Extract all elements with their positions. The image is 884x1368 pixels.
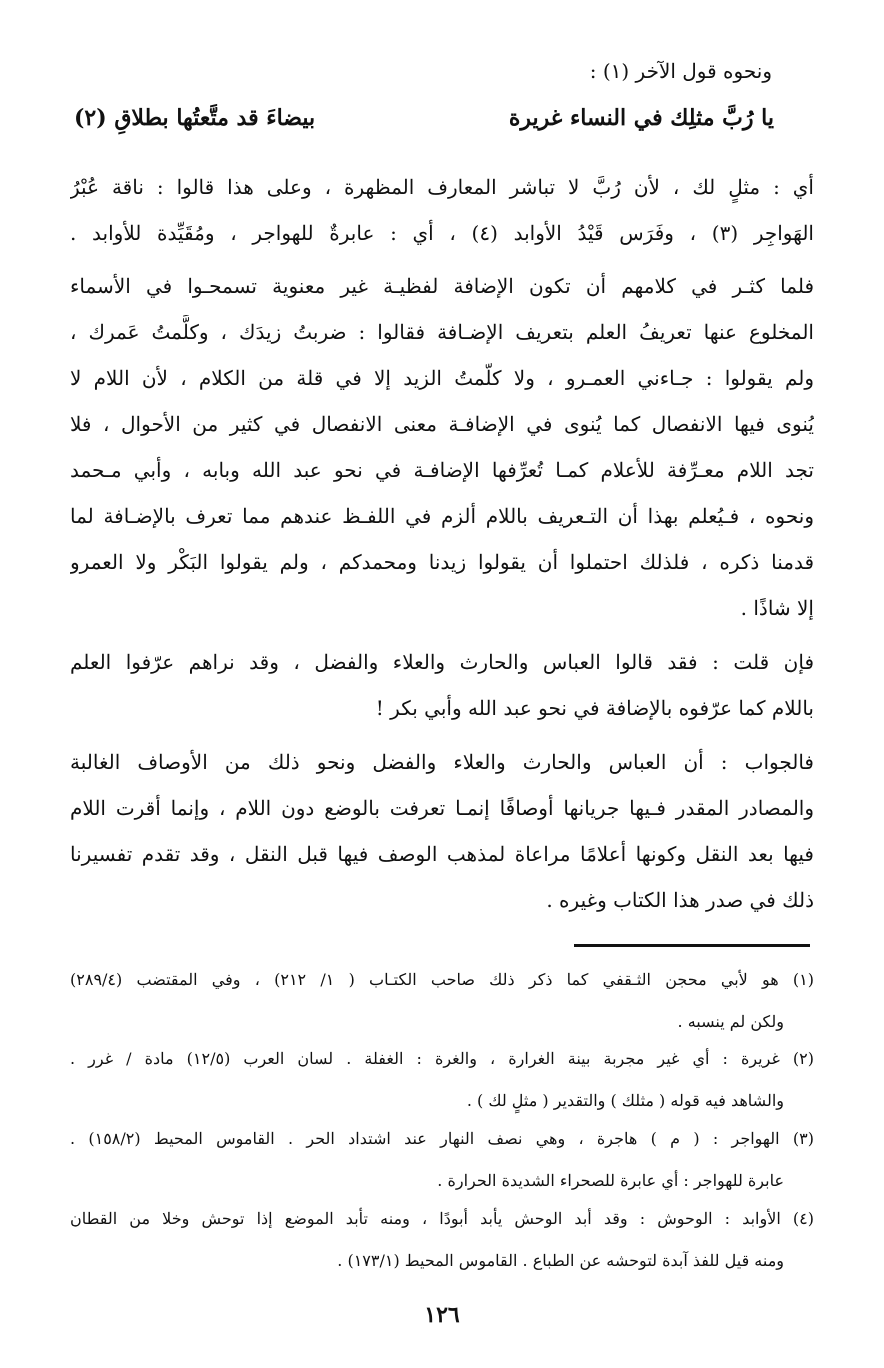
body-line: والمصادر المقدر فـيها جريانها أوصافًا إنمـا تعرفت بالوضع دون اللام ، وإنما أقرت اللام <box>70 796 814 820</box>
body-line: فالجواب : أن العباس والحارث والعلاء والفضل ونحو ذلك من الأوصاف الغالبة <box>70 750 814 774</box>
footnote-line: (٤) الأوابد : الوحوش : وقد أبد الوحش يأبد أبودًا ، ومنه تأبد الموضع إذا توحش وخلا من القطان <box>70 1209 814 1228</box>
body-line: فيها بعد النقل وكونها أعلامًا مراعاة لمذهب الوصف فيها قبل النقل ، وقد تقدم تفسيرنا <box>70 842 814 866</box>
body-line: المخلوع عنها تعريفُ العلم بتعريف الإضـافة فقالوا : ضربتُ زيدَك ، وكلَّمتُ عَمرك ، <box>70 320 814 344</box>
footnote-line: والشاهد فيه قوله ( مثلك ) والتقدير ( مثلٍ لك ) . <box>466 1091 784 1110</box>
footnote-separator <box>574 944 810 947</box>
body-line: تجد اللام معـرِّفة للأعلام كمـا تُعرِّفها الإضافـة في نحو عبد الله وبابه ، وأبي مـحمد <box>70 458 814 482</box>
footnote-line: ولكن لم ينسبه . <box>677 1012 784 1031</box>
verse-hemistich-second: بيضاءَ قد متَّعتُها بطلاقِ (٢) <box>74 105 316 131</box>
footnote-line: عابرة للهواجر : أي عابرة للصحراء الشديدة الحرارة . <box>437 1171 784 1190</box>
footnote-line: ومنه قيل للفذ آبدة لتوحشه عن الطباع . القاموس المحيط (١٧٣/١) . <box>337 1251 784 1270</box>
body-line: أي : مثلٍ لك ، لأن رُبَّ لا تباشر المعارف المظهرة ، وعلى هذا قالوا : ناقة عُبْرُ <box>70 175 814 199</box>
body-line: فإن قلت : فقد قالوا العباس والحارث والعلاء والفضل ، وقد نراهم عرّفوا العلم <box>70 650 814 674</box>
verse-hemistich-first: يا رُبَّ مثلِك في النساء غريرة <box>508 105 774 131</box>
body-line: ذلك في صدر هذا الكتاب وغيره . <box>546 888 814 912</box>
body-line: باللام كما عرّفوه بالإضافة في نحو عبد الله وأبي بكر ! <box>375 696 814 720</box>
body-line: ولم يقولوا : جـاءني العمـرو ، ولا كلّمتُ الزيد إلا في قلة من الكلام ، لأن اللام لا <box>70 366 814 390</box>
footnote-line: (١) هو لأبي محجن الثـقفي كما ذكر ذلك صاحب الكتـاب ( ١/ ٢١٢) ، وفي المقتضب (٢٨٩/٤) <box>70 970 814 989</box>
footnote-line: (٢) غريرة : أي غير مجربة بينة الغرارة ، والغرة : الغفلة . لسان العرب (١٢/٥) مادة / غرر . <box>70 1049 814 1068</box>
body-line: ونحوه ، فـيُعلم بهذا أن التـعريف باللام ألزم في اللفـظ عندهم مما تعرف بالإضـافة لما <box>70 504 814 528</box>
body-line: يُنوى فيها الانفصال كما يُنوى في الإضافـة معنى الانفصال في كثير من الأحوال ، فلا <box>70 412 814 436</box>
body-line: إلا شاذًا . <box>740 596 814 620</box>
footnote-line: (٣) الهواجر : ( م ) هاجرة ، وهي نصف النهار عند اشتداد الحر . القاموس المحيط (١٥٨/٢) . <box>70 1129 814 1148</box>
intro-line: ونحوه قول الآخر (١) : <box>589 59 772 83</box>
body-line: فلما كثـر في كلامهم أن تكون الإضافة لفظيـة غير معنوية تسمحـوا في الأسماء <box>70 274 814 298</box>
page-number: ١٢٦ <box>424 1302 460 1328</box>
body-line: قدمنا ذكره ، فلذلك احتملوا أن يقولوا زيدنا ومحمدكم ، ولم يقولوا البَكْر ولا العمرو <box>70 550 814 574</box>
body-line: الهَواجِر (٣) ، وفَرَس قَيْدُ الأوابد (٤) ، أي : عابرةٌ للهواجر ، ومُقَيِّدة للأوابد . <box>70 221 814 245</box>
